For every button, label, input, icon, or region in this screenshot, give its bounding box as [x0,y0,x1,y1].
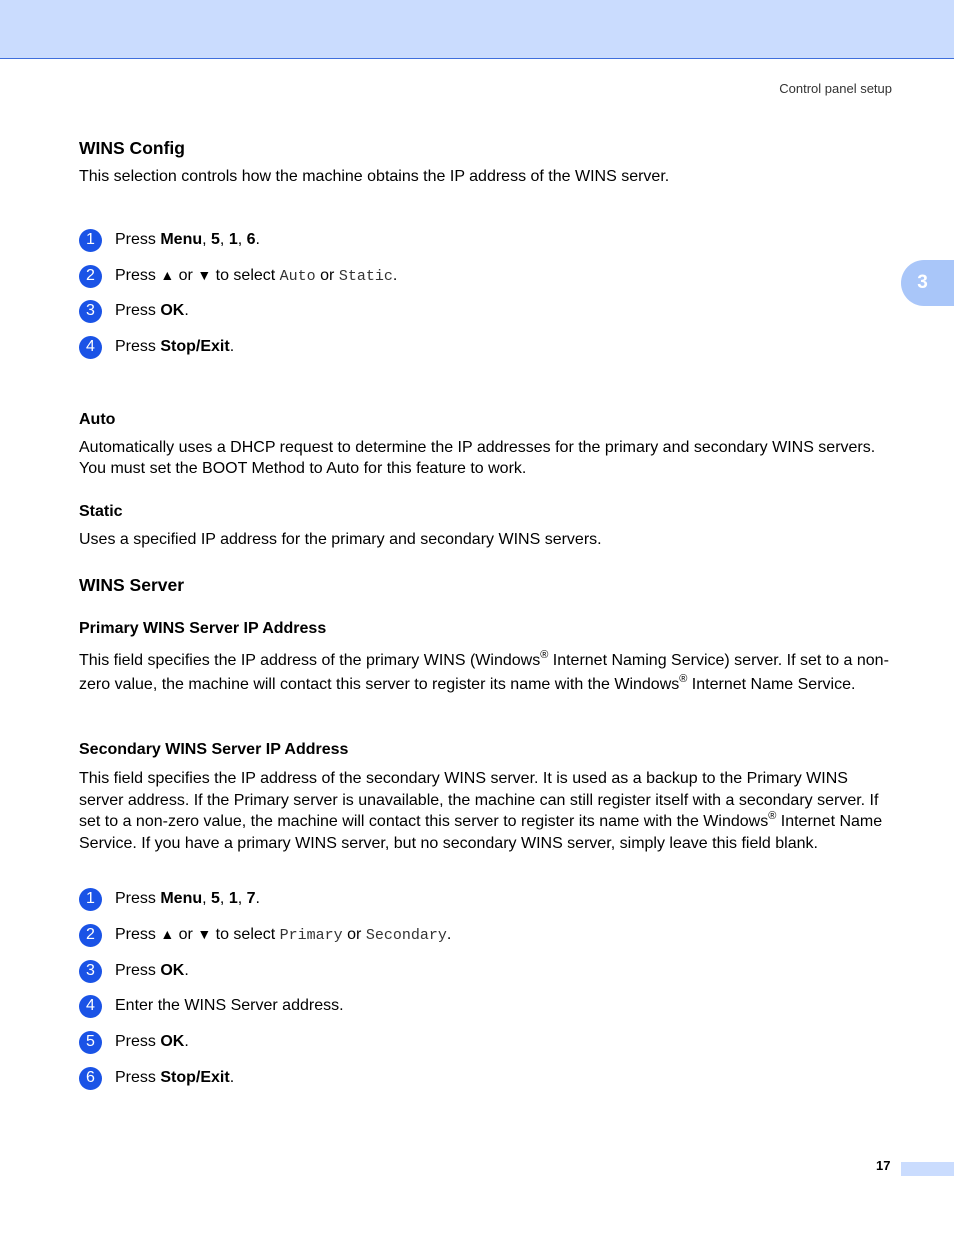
subheading-static: Static [79,503,123,520]
section-heading-wins-config: WINS Config [79,138,185,158]
section-heading-wins-server: WINS Server [79,575,185,595]
step-item [79,887,260,911]
step-number-icon: 3 [79,960,102,983]
chapter-tab[interactable]: 3 [901,260,954,306]
step-text: Press Menu, 5, 1, 7. [115,889,260,907]
step-item [79,228,260,252]
subheading-secondary-wins: Secondary WINS Server IP Address [79,741,349,758]
up-arrow-icon: ▲ [160,925,175,942]
subheading-auto: Auto [79,411,116,428]
primary-wins-description: This field specifies the IP address of the primary WINS (Windows® Internet Naming Service) server. If set to a non-zero value, the machine will contact this server to register its name with the Windows® Internet Name Service. [79,648,889,693]
step-text: Press ▲ or ▼ to select Auto or Static. [115,266,398,285]
step-number-icon: 1 [79,229,102,252]
secondary-wins-description: This field specifies the IP address of the secondary WINS server. It is used as a backup to the Primary WINS server address. If the Primary server is unavailable, the machine can still register itself with a secondary server. If set to a non-zero value, the machine will contact this server to register its name with the Windows® Internet Name Service. If you have a primary WINS server, but no secondary WINS server, simply leave this field blank. [79,770,883,852]
step-number-icon: 6 [79,1067,102,1090]
step-item [79,994,344,1018]
step-text: Press ▲ or ▼ to select Primary or Secondary. [115,925,452,944]
step-item [79,959,189,983]
step-number-icon: 4 [79,336,102,359]
static-description: Uses a specified IP address for the primary and secondary WINS servers. [79,531,602,548]
subheading-primary-wins: Primary WINS Server IP Address [79,620,327,637]
up-arrow-icon: ▲ [160,266,175,283]
step-item [79,923,451,947]
footer-band [901,1162,954,1176]
step-number-icon: 2 [79,265,102,288]
step-item [79,299,189,323]
step-text: Press OK. [115,961,189,979]
page-number: 17 [876,1158,891,1173]
step-item [79,335,234,359]
step-text: Press Stop/Exit. [115,1068,235,1086]
step-item [79,1066,234,1090]
step-number-icon: 1 [79,888,102,911]
wins-config-intro: This selection controls how the machine obtains the IP address of the WINS server. [79,168,670,185]
step-number-icon: 3 [79,300,102,323]
step-item [79,1030,189,1054]
step-text: Press Stop/Exit. [115,337,235,355]
auto-description: Automatically uses a DHCP request to determine the IP addresses for the primary and secondary WINS servers. You must set the BOOT Method to Auto for this feature to work. [79,439,876,477]
step-number-icon: 2 [79,924,102,947]
step-text: Enter the WINS Server address. [115,996,344,1014]
step-text: Press Menu, 5, 1, 6. [115,230,260,248]
step-number-icon: 4 [79,995,102,1018]
header-band [0,0,954,59]
running-head: Control panel setup [779,81,892,96]
step-item [79,264,397,288]
down-arrow-icon: ▼ [197,266,212,283]
down-arrow-icon: ▼ [197,925,212,942]
step-number-icon: 5 [79,1031,102,1054]
step-text: Press OK. [115,1032,189,1050]
step-text: Press OK. [115,301,189,319]
